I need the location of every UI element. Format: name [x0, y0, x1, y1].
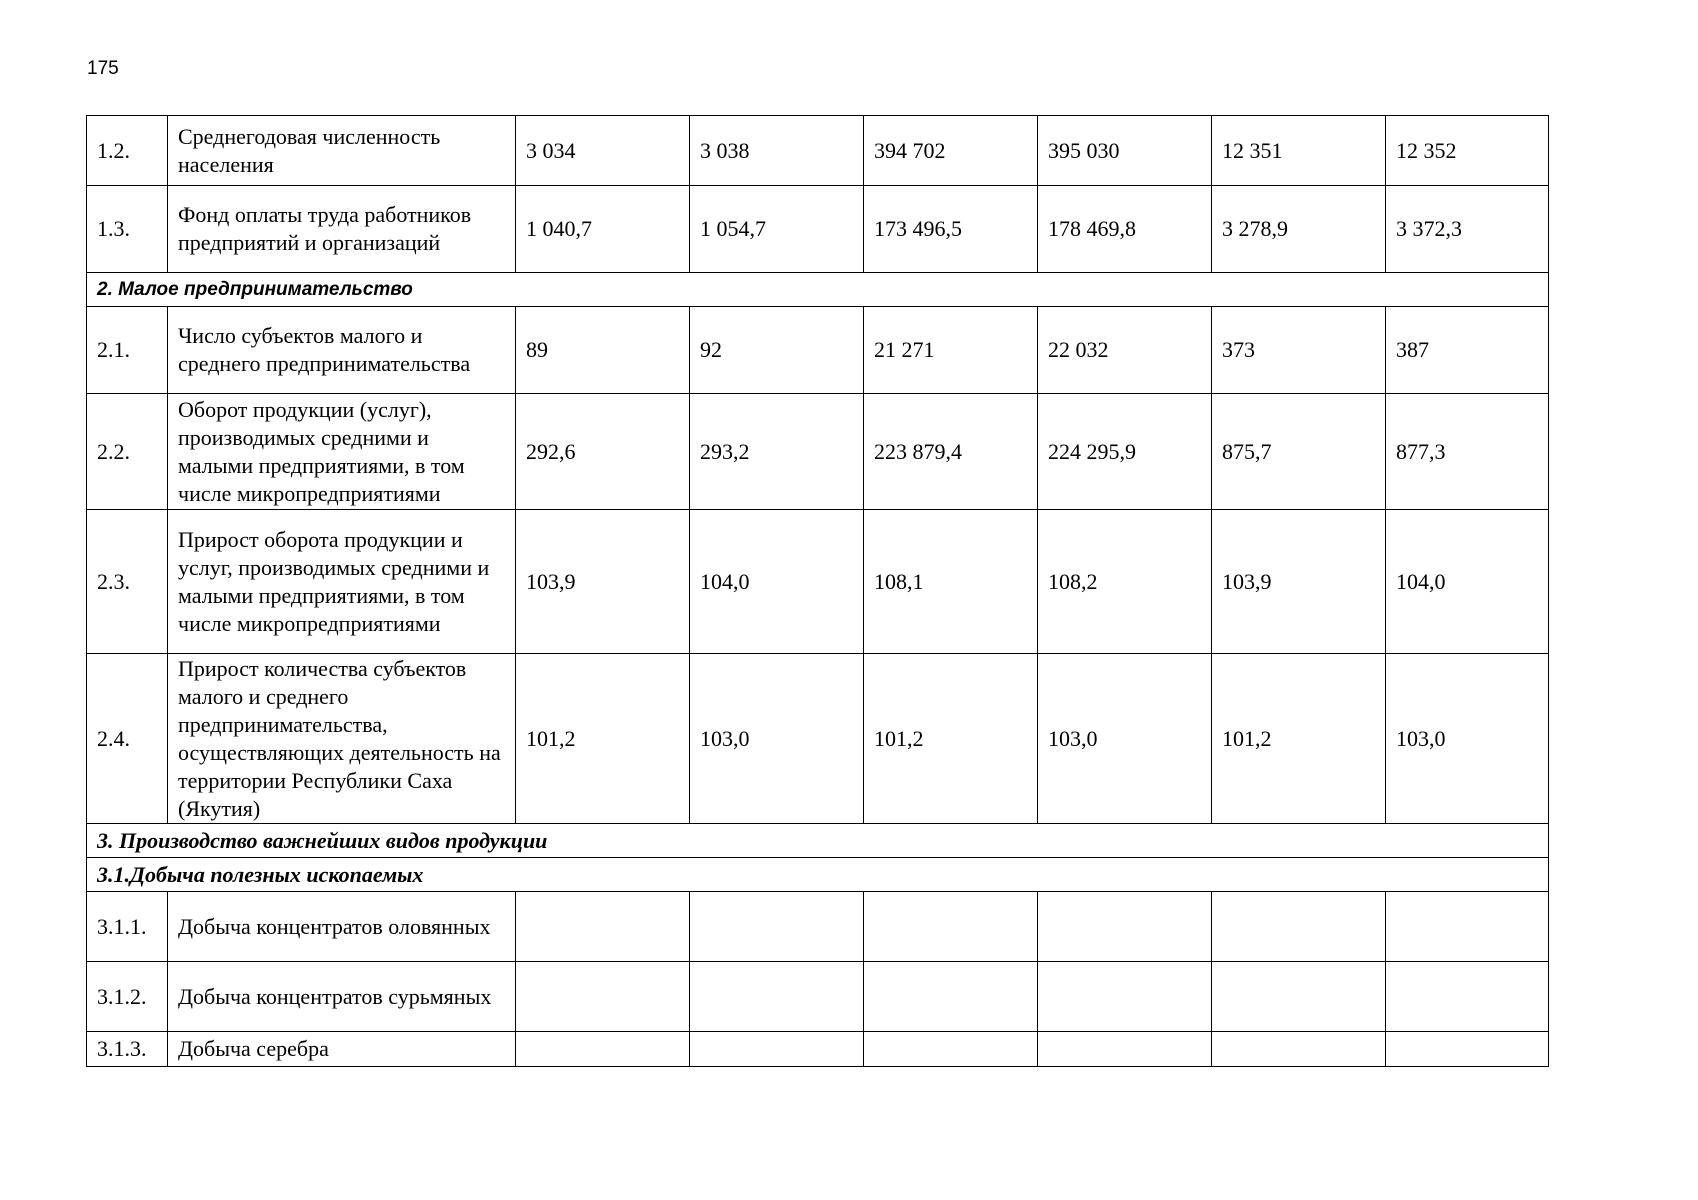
value-cell: [516, 962, 690, 1032]
indicator-name: Прирост количества субъектов малого и среднего предпринимательства, осуществляющих деятельность на территории Республики Саха (Якутия): [168, 654, 516, 824]
page-number: 175: [87, 58, 119, 79]
row-number: 3.1.1.: [87, 892, 168, 962]
value-cell: [690, 892, 864, 962]
value-cell: [864, 962, 1038, 1032]
row-number: 3.1.3.: [87, 1032, 168, 1067]
subsection-heading: 3.1.Добыча полезных ископаемых: [87, 858, 1549, 892]
indicators-table: [86, 115, 1549, 1067]
value-cell: 3 034: [516, 116, 690, 186]
value-cell: 103,0: [1386, 654, 1549, 824]
table-row: [87, 510, 1549, 654]
value-cell: [690, 962, 864, 1032]
value-cell: 108,2: [1038, 510, 1212, 654]
value-cell: [1212, 892, 1386, 962]
value-cell: [1038, 962, 1212, 1032]
value-cell: 12 352: [1386, 116, 1549, 186]
value-cell: [1212, 1032, 1386, 1067]
table-row: [87, 654, 1549, 824]
indicator-name: Добыча концентратов оловянных: [168, 892, 516, 962]
value-cell: [516, 892, 690, 962]
value-cell: 22 032: [1038, 307, 1212, 394]
table-row: [87, 1032, 1549, 1067]
table-row: [87, 892, 1549, 962]
indicator-name: Число субъектов малого и среднего предпринимательства: [168, 307, 516, 394]
value-cell: 12 351: [1212, 116, 1386, 186]
value-cell: 103,9: [516, 510, 690, 654]
table-row: [87, 394, 1549, 510]
value-cell: 173 496,5: [864, 186, 1038, 273]
section-row: [87, 824, 1549, 858]
value-cell: 104,0: [1386, 510, 1549, 654]
section-row: [87, 273, 1549, 307]
value-cell: 21 271: [864, 307, 1038, 394]
value-cell: 3 278,9: [1212, 186, 1386, 273]
row-number: 3.1.2.: [87, 962, 168, 1032]
value-cell: 103,0: [690, 654, 864, 824]
value-cell: 103,0: [1038, 654, 1212, 824]
value-cell: 877,3: [1386, 394, 1549, 510]
value-cell: [864, 892, 1038, 962]
row-number: 1.3.: [87, 186, 168, 273]
table-row: [87, 962, 1549, 1032]
row-number: 2.3.: [87, 510, 168, 654]
value-cell: [1038, 892, 1212, 962]
value-cell: 292,6: [516, 394, 690, 510]
value-cell: 103,9: [1212, 510, 1386, 654]
indicator-name: Добыча серебра: [168, 1032, 516, 1067]
value-cell: 108,1: [864, 510, 1038, 654]
value-cell: 395 030: [1038, 116, 1212, 186]
value-cell: [516, 1032, 690, 1067]
table-row: [87, 186, 1549, 273]
value-cell: 875,7: [1212, 394, 1386, 510]
value-cell: 101,2: [516, 654, 690, 824]
value-cell: [1038, 1032, 1212, 1067]
value-cell: 224 295,9: [1038, 394, 1212, 510]
row-number: 1.2.: [87, 116, 168, 186]
indicator-name: Добыча концентратов сурьмяных: [168, 962, 516, 1032]
value-cell: 101,2: [1212, 654, 1386, 824]
value-cell: 104,0: [690, 510, 864, 654]
value-cell: [1386, 962, 1549, 1032]
indicator-name: Оборот продукции (услуг), производимых средними и малыми предприятиями, в том числе микропредприятиями: [168, 394, 516, 510]
value-cell: 223 879,4: [864, 394, 1038, 510]
value-cell: 373: [1212, 307, 1386, 394]
value-cell: 1 040,7: [516, 186, 690, 273]
value-cell: 1 054,7: [690, 186, 864, 273]
section-heading: 2. Малое предпринимательство: [87, 273, 1549, 307]
value-cell: 387: [1386, 307, 1549, 394]
value-cell: 92: [690, 307, 864, 394]
row-number: 2.2.: [87, 394, 168, 510]
indicator-name: Фонд оплаты труда работников предприятий и организаций: [168, 186, 516, 273]
value-cell: 101,2: [864, 654, 1038, 824]
value-cell: [690, 1032, 864, 1067]
value-cell: [864, 1032, 1038, 1067]
indicator-name: Прирост оборота продукции и услуг, производимых средними и малыми предприятиями, в том числе микропредприятиями: [168, 510, 516, 654]
value-cell: [1386, 892, 1549, 962]
table-row: [87, 116, 1549, 186]
value-cell: [1386, 1032, 1549, 1067]
row-number: 2.1.: [87, 307, 168, 394]
indicator-name: Среднегодовая численность населения: [168, 116, 516, 186]
row-number: 2.4.: [87, 654, 168, 824]
section-row: [87, 858, 1549, 892]
value-cell: 293,2: [690, 394, 864, 510]
value-cell: 3 038: [690, 116, 864, 186]
table-row: [87, 307, 1549, 394]
value-cell: 89: [516, 307, 690, 394]
value-cell: 394 702: [864, 116, 1038, 186]
value-cell: [1212, 962, 1386, 1032]
value-cell: 3 372,3: [1386, 186, 1549, 273]
value-cell: 178 469,8: [1038, 186, 1212, 273]
section-heading: 3. Производство важнейших видов продукции: [87, 824, 1549, 858]
